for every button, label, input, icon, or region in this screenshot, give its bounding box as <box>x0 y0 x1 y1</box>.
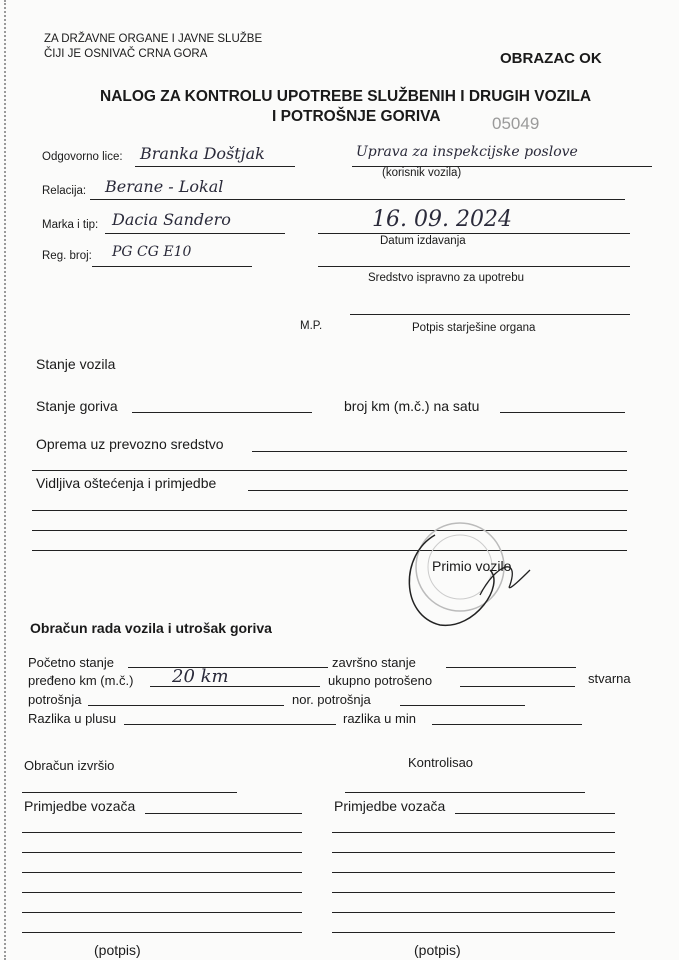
serial-number: 05049 <box>492 114 540 133</box>
korisnik-value: Uprava za inspekcijske poslove <box>356 144 578 160</box>
marka-label: Marka i tip: <box>42 219 99 231</box>
relacija-label: Relacija: <box>42 185 87 197</box>
nor-potrosnja-label: nor. potrošnja <box>292 692 371 707</box>
sredstvo-label: Sredstvo ispravno za upotrebu <box>368 272 524 284</box>
header-line2: ČIJI JE OSNIVAČ CRNA GORA <box>44 48 208 60</box>
datum-label: Datum izdavanja <box>380 235 466 247</box>
primjedbe-vozaca-left-label: Primjedbe vozača <box>24 798 136 814</box>
potpis-starjesine-label: Potpis starješine organa <box>412 322 536 334</box>
zavrsno-label: završno stanje <box>332 655 416 670</box>
potpis-right-label: (potpis) <box>414 942 461 958</box>
stanje-goriva-label: Stanje goriva <box>36 398 118 414</box>
title-line1: NALOG ZA KONTROLU UPOTREBE SLUŽBENIH I DRUGIH VOZILA <box>100 88 592 105</box>
title-line2: I POTROŠNJE GORIVA <box>272 108 441 125</box>
reg-broj-value: PG CG E10 <box>112 244 192 260</box>
potpis-left-label: (potpis) <box>94 942 141 958</box>
ostecenja-label: Vidljiva oštećenja i primjedbe <box>36 475 217 491</box>
official-stamp-signature <box>395 515 535 635</box>
broj-km-label: broj km (m.č.) na satu <box>344 398 480 414</box>
razlika-min-label: razlika u min <box>343 711 416 726</box>
odgovorno-lice-value: Branka Doštjak <box>140 144 265 163</box>
marka-value: Dacia Sandero <box>112 210 231 229</box>
korisnik-label: (korisnik vozila) <box>382 167 462 179</box>
primjedbe-vozaca-right-label: Primjedbe vozača <box>334 798 446 814</box>
stanje-vozila-label: Stanje vozila <box>36 356 116 372</box>
oprema-label: Oprema uz prevozno sredstvo <box>36 436 224 452</box>
datum-value: 16. 09. 2024 <box>372 207 512 232</box>
predjeno-label: pređeno km (m.č.) <box>28 673 134 688</box>
odgovorno-lice-label: Odgovorno lice: <box>42 151 123 163</box>
potrosnja-label: potrošnja <box>28 692 82 707</box>
stvarna-label: stvarna <box>588 671 631 686</box>
mp-label: M.P. <box>300 320 323 332</box>
obracun-title: Obračun rada vozila i utrošak goriva <box>30 620 272 636</box>
reg-broj-label: Reg. broj: <box>42 250 92 262</box>
ukupno-label: ukupno potrošeno <box>328 673 433 688</box>
razlika-plus-label: Razlika u plusu <box>28 711 117 726</box>
primio-vozilo-label: Primio vozilo <box>432 558 512 574</box>
obracun-izvrsio-label: Obračun izvršio <box>24 758 115 773</box>
kontrolisao-label: Kontrolisao <box>408 755 474 770</box>
pocetno-label: Početno stanje <box>28 655 115 670</box>
predjeno-value: 20 km <box>172 666 229 687</box>
perforation-edge <box>4 0 6 960</box>
relacija-value: Berane - Lokal <box>105 177 224 196</box>
header-line1: ZA DRŽAVNE ORGANE I JAVNE SLUŽBE <box>44 33 263 45</box>
form-code: OBRAZAC OK <box>500 50 602 67</box>
